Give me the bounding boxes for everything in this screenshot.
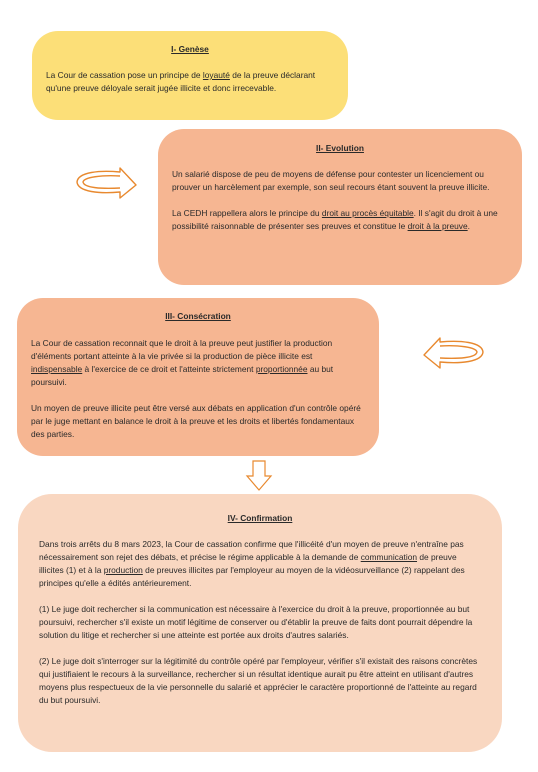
keyword-droit-proces-equitable: droit au procès équitable [321,208,414,218]
evolution-title: II- Evolution [316,143,364,153]
keyword-droit-preuve: droit à la preuve [407,221,468,231]
evolution-text-1: Un salarié dispose de peu de moyens de défense pour contester un licenciement ou prouver un harcèlement par exemple, son seul recours étant souvent la preuve illicite. [172,169,490,192]
consecration-text-1: La Cour de cassation reconnait que le droit à la preuve peut justifier la production d'éléments portant atteinte à la vie privée si la production de pièce illicite est indispensable à l'exercice de ce droit et l'atteinte strictement proportionnée au but poursuivi. [31,338,334,387]
confirmation-title: IV- Confirmation [227,513,293,523]
confirmation-text-2: (1) Le juge doit rechercher si la communication est nécessaire à l'exercice du droit à la preuve, proportionnée au but poursuivi, rechercher s'il existe un motif légitime de conserver ou d'établir la preuve de faits dont pourrait dépendre la solution du litige et rechercher si une atteinte est portée aux droits d'autres salariés. [39,604,473,640]
consecration-title: III- Consécration [165,311,231,321]
keyword-proportionnee: proportionnée [255,364,308,374]
curved-arrow-right-icon [70,163,142,203]
genese-title: I- Genèse [171,44,209,54]
curved-arrow-left-icon [418,333,490,373]
keyword-production: production [103,565,143,575]
genese-box [32,31,348,120]
keyword-indispensable: indispensable [31,364,83,374]
confirmation-box [18,494,502,752]
genese-text: La Cour de cassation pose un principe de loyauté de la preuve déclarant qu'une preuve déloyale serait jugée illicite et donc irrecevable. [46,70,316,93]
evolution-box [158,129,522,285]
keyword-loyaute: loyauté [202,70,230,80]
confirmation-text-3: (2) Le juge doit s'interroger sur la légitimité du contrôle opéré par l'employeur, vérifier s'il existait des raisons concrètes qui justifiaient le recours à la surveillance, rechercher si un résultat identique aurait pu être atteint en utilisant d'autres moyens plus respectueux de la vie personnelle du salarié et apprécier le caractère proportionné de l'atteinte au regard du but poursuivi. [39,656,478,705]
keyword-communication: communication [360,552,418,562]
consecration-box [17,298,379,456]
confirmation-text-1: Dans trois arrêts du 8 mars 2023, la Cour de cassation confirme que l'illicéité d'un moyen de preuve n'entraîne pas nécessairement son rejet des débats, et précise le régime applicable à la demande de communication de preuve illicites (1) et à la production de preuves illicites par l'employeur au moyen de la vidéosurveillance (2) rappelant des principes qu'elle a édités antérieurement. [39,539,465,588]
consecration-text-2: Un moyen de preuve illicite peut être versé aux débats en application d'un contrôle opéré par le juge mettant en balance le droit à la preuve et les droits et libertés fondamentaux des parties. [31,403,361,439]
evolution-text-2: La CEDH rappellera alors le principe du droit au procès équitable. Il s'agit du droit à une possibilité raisonnable de présenter ses preuves et constitue le droit à la preuve. [172,208,498,231]
arrow-down-icon [244,459,274,493]
